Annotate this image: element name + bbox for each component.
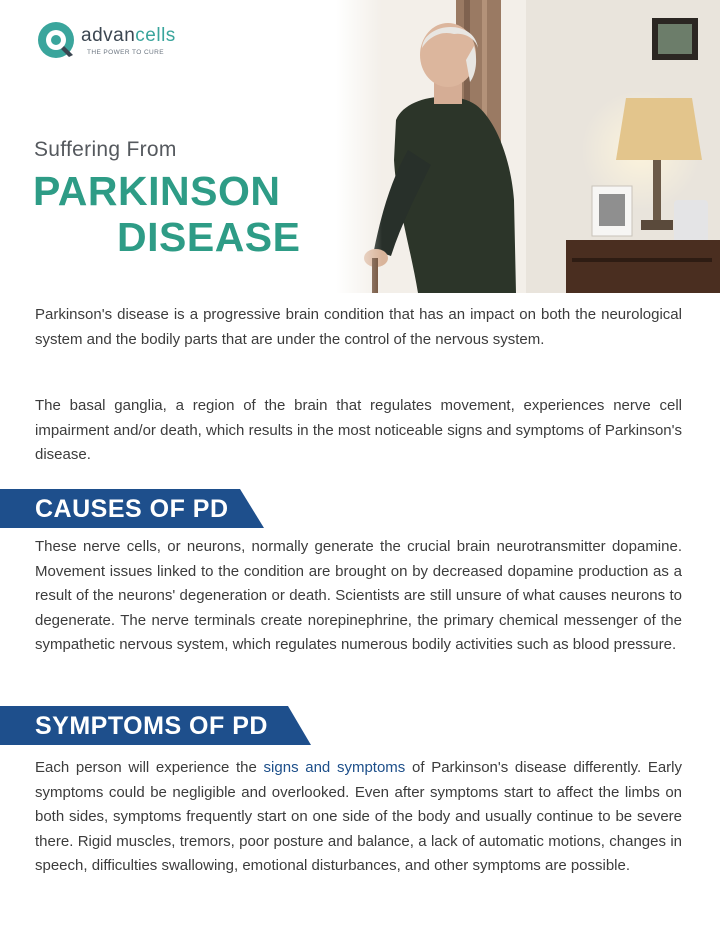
intro-paragraph-2: The basal ganglia, a region of the brain that regulates movement, experiences nerve cell impairment and/or death, which results in the most noticeable signs and symptoms of Parkinson's disease. [35, 397, 682, 463]
brand-logo[interactable] [36, 18, 196, 62]
logo-mark-icon [36, 20, 76, 60]
hero-subtitle: Suffering From [34, 138, 177, 161]
logo-wordmark: advancells [81, 25, 176, 46]
hero-section [0, 0, 720, 293]
causes-heading: CAUSES OF PD [35, 495, 229, 523]
causes-heading-banner [0, 489, 265, 528]
signs-and-symptoms-link[interactable]: signs and symptoms [263, 759, 406, 776]
symptoms-heading: SYMPTOMS OF PD [35, 712, 268, 740]
symptoms-text-end: of Parkinson's disease differently. Early symptoms could be negligible and overlooked. Even after symptoms start to affect the limbs on both sides, symptoms frequently start on one side of the body and usually continue to be severe there. Rigid muscles, tremors, poor posture and balance, a lack of automatic motions, changes in speech, difficulties swallowing, emotional disturbances, and other symptoms are possible. [35, 759, 682, 874]
symptoms-heading-banner [0, 706, 312, 745]
hero-photo-elderly-man [336, 0, 720, 293]
symptoms-paragraph [35, 756, 682, 879]
logo-tagline: THE POWER TO CURE [87, 49, 164, 56]
symptoms-text-start: Each person will experience the [35, 759, 264, 776]
causes-paragraph: These nerve cells, or neurons, normally generate the crucial brain neurotransmitter dopamine. Movement issues linked to the condition are brought on by decreased dopamine production as a result of the neurons' degeneration or death. Scientists are still unsure of what causes neurons to degenerate. The nerve terminals create norepinephrine, the primary chemical messenger of the sympathetic nervous system, which regulates numerous bodily activities such as blood pressure. [35, 538, 682, 653]
hero-title-line2: DISEASE [117, 214, 301, 260]
hero-title-line1: PARKINSON [33, 168, 281, 214]
intro-paragraph-1: Parkinson's disease is a progressive brain condition that has an impact on both the neurological system and the bodily parts that are under the control of the nervous system. [35, 306, 682, 348]
